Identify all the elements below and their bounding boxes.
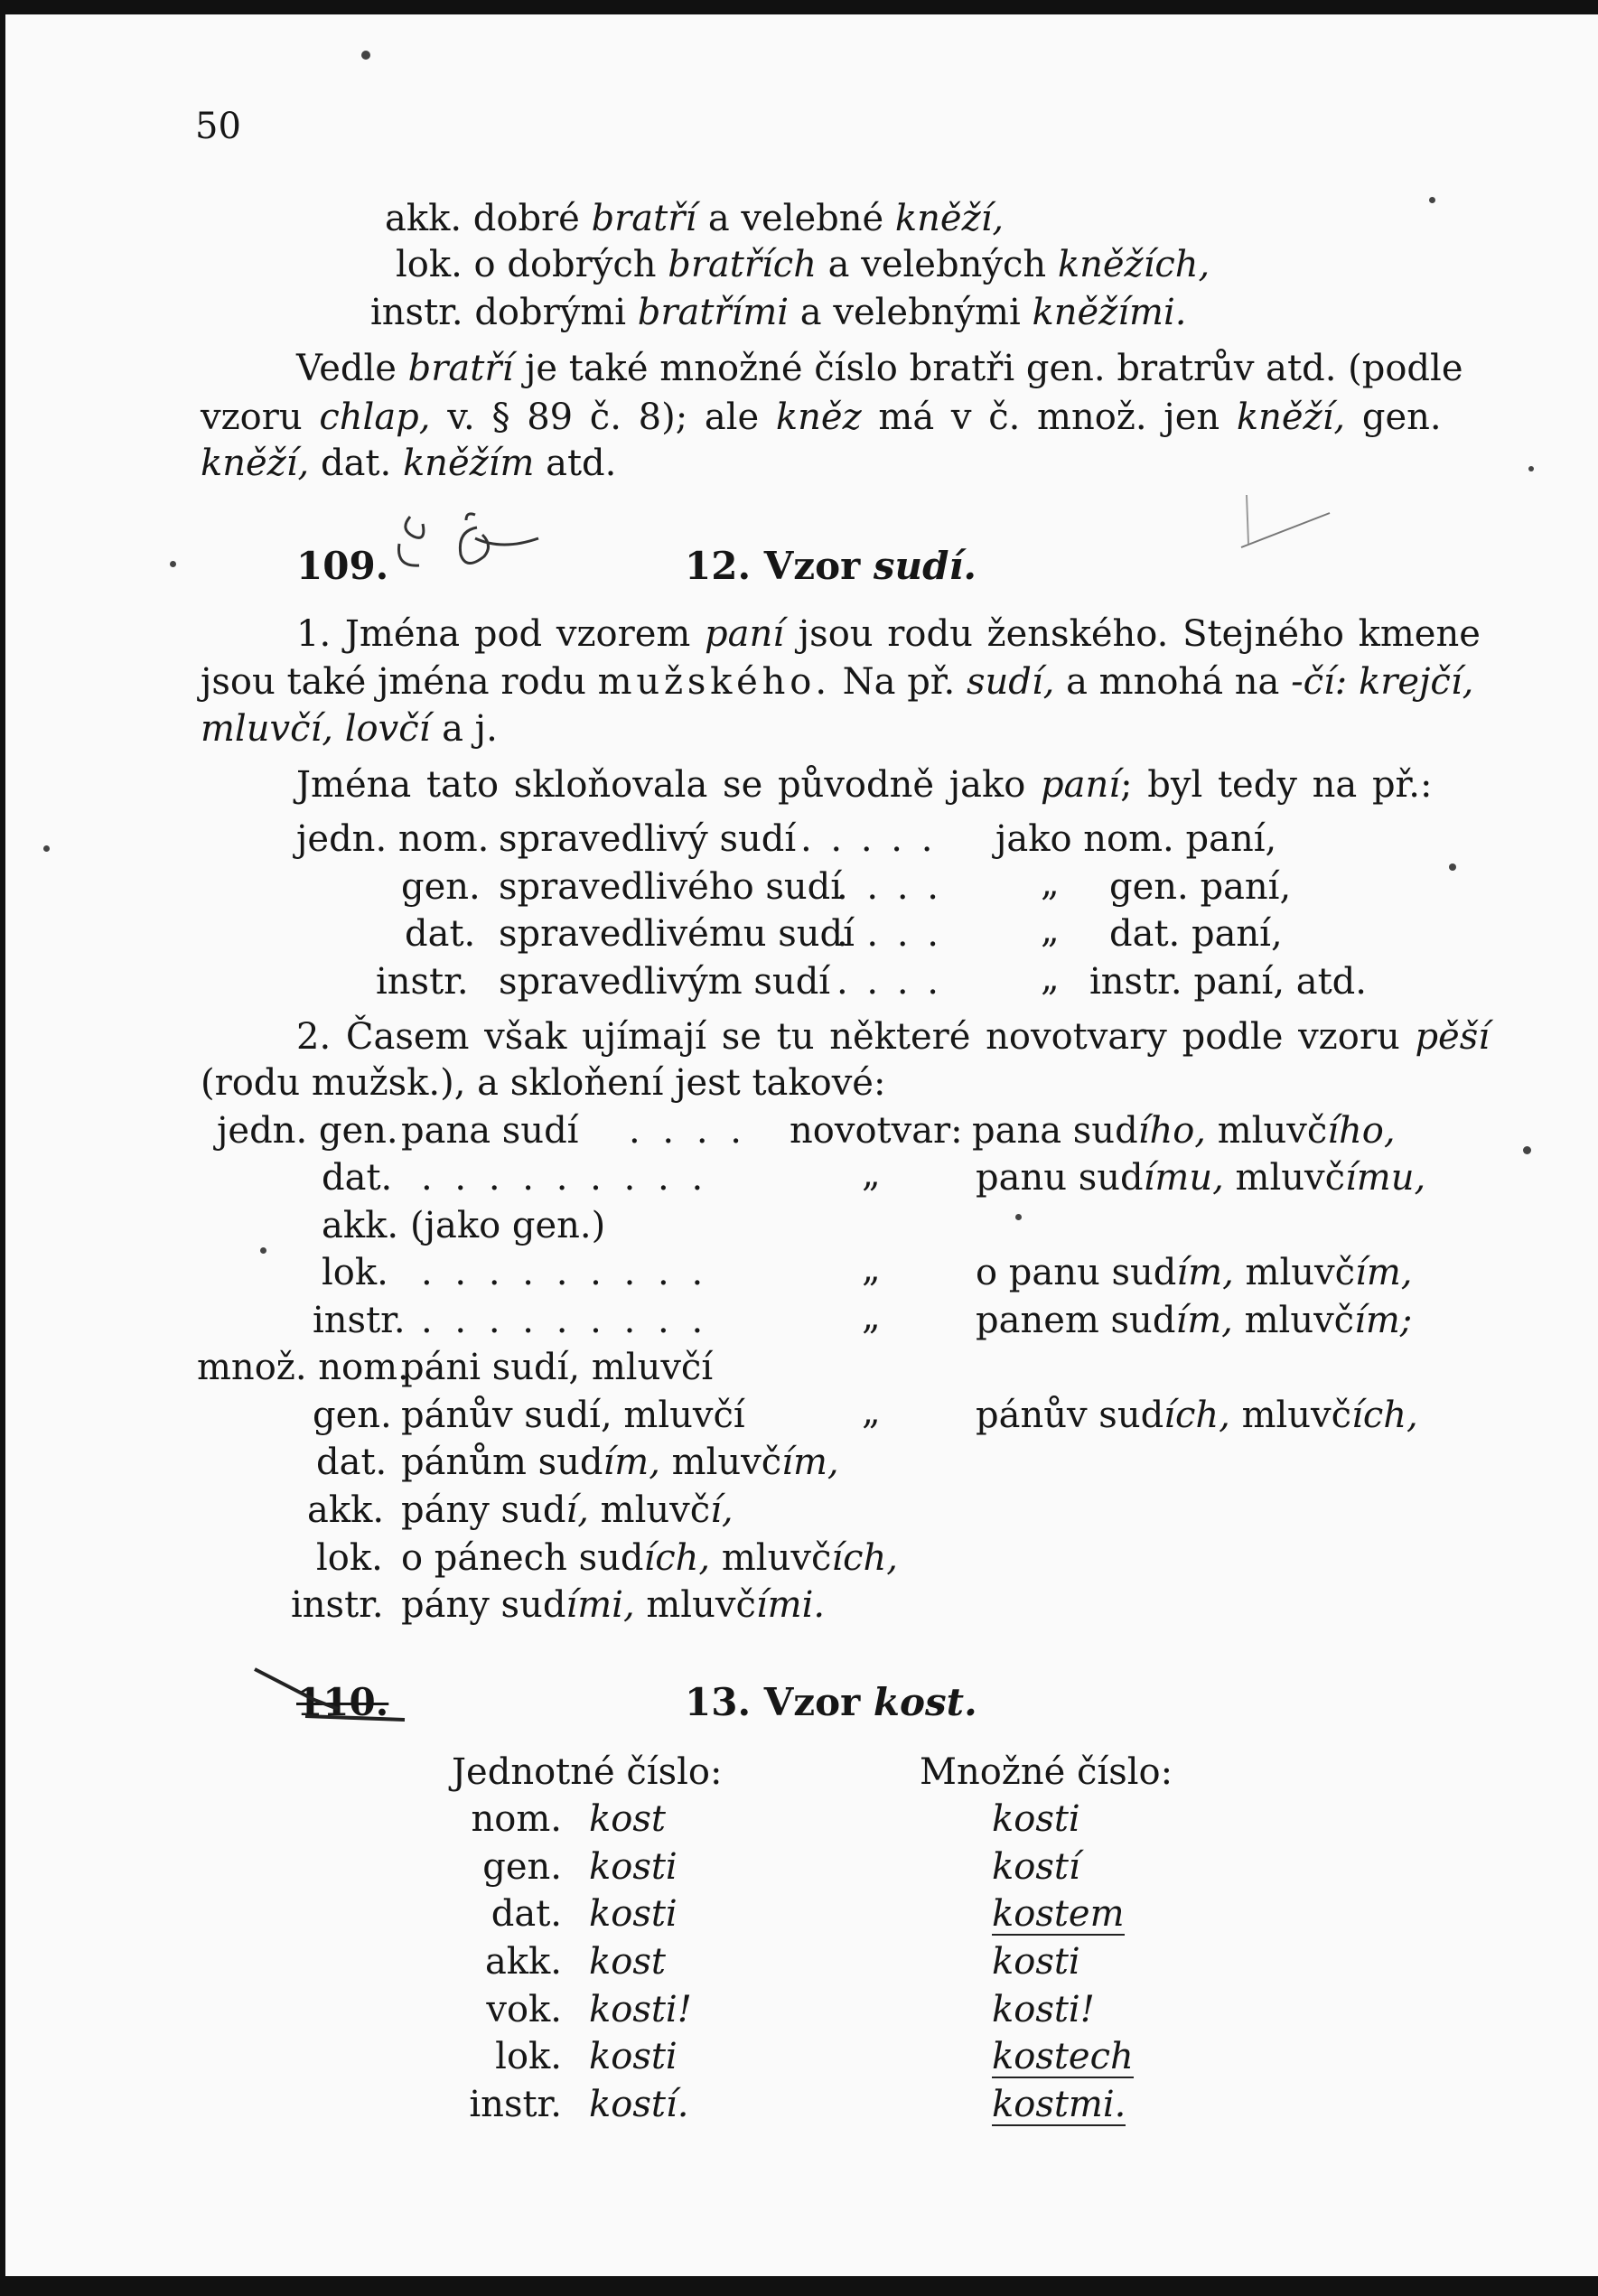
text-run: pány sud <box>401 1489 566 1531</box>
form-left <box>401 1349 713 1386</box>
text-run: kněžím <box>402 443 535 484</box>
ditto-mark: „ <box>1041 910 1060 951</box>
form-left <box>401 1537 899 1579</box>
paragraph-line <box>201 661 1474 703</box>
text-run: panem sud <box>976 1300 1176 1341</box>
case-label: gen. <box>401 866 481 908</box>
text-run: mluvč <box>1233 1252 1356 1293</box>
case-label: lok. <box>495 2036 562 2077</box>
text-run: kněz <box>775 397 862 438</box>
paragraph-line <box>296 613 1481 655</box>
text-run: o pánech sud <box>401 1537 644 1579</box>
comparison-form: dat. paní, <box>1109 913 1283 955</box>
paragraph-line <box>296 1016 1491 1058</box>
ink-speck <box>1015 1214 1022 1220</box>
leader-dots: . . . . <box>836 961 943 1003</box>
text-run: mluvčí, <box>201 708 333 750</box>
text-run: a j. <box>430 708 498 750</box>
ditto-mark: „ <box>1041 863 1060 904</box>
form-left <box>401 1110 579 1152</box>
text-run: bratřími <box>637 292 790 333</box>
case-label: dat. <box>491 1893 562 1935</box>
section-number-110: 110. <box>296 1680 389 1724</box>
ink-speck <box>1528 466 1534 471</box>
text-run: pánův sudí, mluvčí <box>401 1395 745 1436</box>
case-label: jedn. gen. <box>217 1110 398 1152</box>
text-run: ích, <box>643 1537 711 1579</box>
text-run: kněží, <box>894 198 1005 239</box>
case-label: instr. <box>376 961 469 1003</box>
ink-speck <box>43 845 50 852</box>
text-run: mluvč <box>710 1537 832 1579</box>
text-run: páni sudí, mluvčí <box>401 1347 714 1388</box>
case-label: dat. <box>316 1442 388 1483</box>
text-run: kněží, <box>1236 397 1346 438</box>
paragraph-line <box>201 1062 886 1104</box>
case-label: jedn. nom. <box>296 818 490 860</box>
form-left <box>401 1395 745 1436</box>
text-run: pánův sud <box>976 1395 1164 1436</box>
leader-dots: . . . . <box>836 866 943 908</box>
text-run <box>1347 661 1359 703</box>
singular-form: kosti! <box>589 1989 692 2030</box>
text-run: ích, <box>1351 1395 1418 1436</box>
text-run: Na př. <box>830 661 967 703</box>
text-run: má v č. množ. jen <box>861 397 1237 438</box>
form-right <box>976 1252 1413 1293</box>
section-number-109: 109. <box>296 544 389 588</box>
ditto-mark: „ <box>1041 957 1060 999</box>
ditto-mark: „ <box>862 1391 881 1433</box>
text-run: ích, <box>1163 1395 1230 1436</box>
decl-phrase: spravedlivého sudí <box>499 866 843 908</box>
text-run: ích, <box>831 1537 899 1579</box>
leader-dots: . . . . <box>629 1110 748 1152</box>
text-run: a velebných <box>816 244 1058 285</box>
text-run <box>333 708 345 750</box>
case-label: gen. <box>482 1846 562 1888</box>
plural-form: kostem <box>992 1893 1125 1935</box>
plural-form: kosti <box>992 1941 1080 1983</box>
comparison-form: gen. paní, <box>1109 866 1292 908</box>
text-run: ími. <box>755 1584 826 1626</box>
text-run: ímu, <box>1345 1157 1426 1199</box>
decl-phrase: spravedlivý sudí <box>499 818 797 860</box>
ditto-mark: „ <box>862 1248 881 1290</box>
paragraph-line <box>201 443 617 484</box>
text-run: a mnohá na <box>1054 661 1292 703</box>
text-run: sudí, <box>966 661 1055 703</box>
form-right <box>972 1110 1396 1152</box>
text-run: ím, <box>781 1442 839 1483</box>
text-run: mluvč <box>1223 1157 1345 1199</box>
text-run: pana sudí <box>401 1110 579 1152</box>
text-run: mluvč <box>1229 1395 1352 1436</box>
text-run: kněží, <box>201 443 310 484</box>
leader-dots: . . . . . . . . . <box>421 1300 709 1341</box>
form-right <box>976 1157 1426 1199</box>
text-run: krejčí, <box>1358 661 1474 703</box>
text-run: mluvč <box>634 1584 756 1626</box>
text-run: ím; <box>1354 1300 1413 1341</box>
text-run: pány sud <box>401 1584 566 1626</box>
text-run: paní <box>705 613 785 655</box>
ink-speck <box>1523 1146 1531 1154</box>
text-run: jsou také jména rodu <box>201 661 598 703</box>
case-label: akk. <box>307 1489 385 1531</box>
text-run: ího, <box>1137 1110 1207 1152</box>
text-run: o panu sud <box>976 1252 1177 1293</box>
decl-phrase: spravedlivému sudí <box>499 913 855 955</box>
text-run: 1. Jména pod vzorem <box>296 613 706 655</box>
text-run: (rodu mužsk.), a skloňení jest takové: <box>201 1062 886 1104</box>
pencil-check-mark <box>1239 491 1339 551</box>
case-label: instr. <box>469 2084 562 2125</box>
text-run: 2. Časem však ujímají se tu některé novotvary podle vzoru <box>296 1016 1416 1058</box>
case-label: vok. <box>486 1989 562 2030</box>
text-run: Vedle <box>296 348 408 389</box>
plural-form: kostí <box>992 1846 1080 1888</box>
ink-speck <box>260 1247 266 1254</box>
text-run: v. § 89 č. 8); ale <box>430 397 776 438</box>
case-label: akk. <box>484 1941 562 1983</box>
plural-form: kostech <box>992 2036 1134 2077</box>
singular-form: kost <box>589 1941 666 1983</box>
text-run: kněžími. <box>1032 292 1187 333</box>
section-title-109: 12. Vzor sudí. <box>685 544 977 588</box>
text-run: í, <box>565 1489 589 1531</box>
form-left <box>410 1205 606 1246</box>
leader-dots: . . . . . . . . . <box>421 1157 709 1199</box>
text-run: dat. <box>309 443 403 484</box>
case-label: instr. <box>313 1300 406 1341</box>
text-run: gen. <box>1345 397 1442 438</box>
text-run: mluvč <box>588 1489 711 1531</box>
form-right <box>976 1395 1418 1436</box>
text-run: chlap, <box>319 397 431 438</box>
text-run: (jako gen.) <box>410 1205 606 1246</box>
singular-form: kosti <box>589 2036 678 2077</box>
text-run: lovčí <box>344 708 431 750</box>
text-run: paní <box>1041 764 1121 806</box>
text-run: ím, <box>1176 1252 1234 1293</box>
text-run: a velebné <box>696 198 895 239</box>
text-run: Jména tato skloňovala se původně jako <box>296 764 1042 806</box>
plural-form: kosti! <box>992 1989 1095 2030</box>
ditto-mark: novotvar: <box>790 1110 963 1152</box>
plural-header: Množné číslo: <box>920 1751 1173 1793</box>
case-label: lok. <box>316 1537 383 1579</box>
case-label: akk. <box>322 1205 399 1246</box>
ink-speck <box>170 561 176 567</box>
paragraph-line <box>296 764 1433 806</box>
ink-speck <box>1449 863 1456 871</box>
text-run: ího, <box>1327 1110 1396 1152</box>
leader-dots: . . . . <box>836 913 943 955</box>
text-run: pánům sud <box>401 1442 603 1483</box>
text-run: mluvč <box>1232 1300 1355 1341</box>
plural-form: kostmi. <box>992 2084 1126 2125</box>
comparison-form: instr. paní, atd. <box>1089 961 1367 1003</box>
case-label: množ. nom. <box>197 1347 409 1388</box>
singular-form: kosti <box>589 1846 678 1888</box>
text-run: jsou rodu ženského. Stejného kmene <box>784 613 1481 655</box>
paragraph-line <box>296 350 1463 387</box>
text-run: kněžích, <box>1057 244 1210 285</box>
form-left <box>401 1584 826 1626</box>
ditto-mark: „ <box>862 1153 881 1195</box>
leader-dots: . . . . . . . . . <box>421 1252 709 1293</box>
singular-form: kost <box>589 1798 666 1840</box>
singular-form: kostí. <box>589 2084 689 2125</box>
decl-phrase: spravedlivým sudí <box>499 961 831 1003</box>
text-run: atd. <box>534 443 617 484</box>
text-run: ; byl tedy na př.: <box>1120 764 1433 806</box>
paragraph-line <box>201 708 498 750</box>
case-label: nom. <box>471 1798 562 1840</box>
text-run: a velebnými <box>789 292 1033 333</box>
text-run: je také množné číslo bratři gen. bratrův atd. (podle <box>513 348 1463 389</box>
case-label: instr. <box>291 1584 384 1626</box>
text-run: mluvč <box>659 1442 782 1483</box>
text-run: ím, <box>603 1442 660 1483</box>
text-run: panu sud <box>976 1157 1144 1199</box>
text-run: bratřích <box>668 244 817 285</box>
singular-header: Jednotné číslo: <box>452 1751 723 1793</box>
top-line <box>385 198 1005 239</box>
ditto-mark: „ <box>862 1296 881 1338</box>
form-left <box>401 1442 839 1483</box>
ink-speck <box>1429 197 1435 203</box>
plural-form: kosti <box>992 1798 1080 1840</box>
section-title-110: 13. Vzor kost. <box>685 1680 977 1724</box>
form-left <box>401 1489 734 1531</box>
top-line <box>396 244 1210 285</box>
leader-dots: . . . . . <box>800 818 937 860</box>
text-run: vzoru <box>201 397 320 438</box>
comparison-form: jako nom. paní, <box>995 818 1277 860</box>
text-run: akk. dobré <box>385 198 592 239</box>
handwritten-strike-mark <box>251 1664 410 1723</box>
text-run: ím, <box>1175 1300 1233 1341</box>
text-run: pěší <box>1415 1016 1491 1058</box>
text-run: bratří <box>407 348 514 389</box>
singular-form: kosti <box>589 1893 678 1935</box>
page-number: 50 <box>195 106 241 147</box>
text-run: mluvč <box>1206 1110 1328 1152</box>
paragraph-line <box>201 397 1442 438</box>
text-run: lok. o dobrých <box>396 244 668 285</box>
text-run: mužského. <box>597 661 831 703</box>
text-run: ím, <box>1355 1252 1413 1293</box>
case-label: lok. <box>322 1252 388 1293</box>
top-line <box>370 294 1186 331</box>
ink-speck <box>361 51 370 60</box>
text-run: bratří <box>591 198 697 239</box>
text-run: ími, <box>565 1584 635 1626</box>
case-label: dat. <box>322 1157 393 1199</box>
case-label: gen. <box>313 1395 392 1436</box>
case-label: dat. <box>405 913 476 955</box>
text-run: ímu, <box>1143 1157 1224 1199</box>
text-run: pana sud <box>972 1110 1138 1152</box>
text-run: í, <box>710 1489 734 1531</box>
text-run: instr. dobrými <box>370 292 638 333</box>
handwritten-mark <box>383 508 564 578</box>
form-right <box>976 1302 1412 1339</box>
text-run: -čí: <box>1291 661 1348 703</box>
